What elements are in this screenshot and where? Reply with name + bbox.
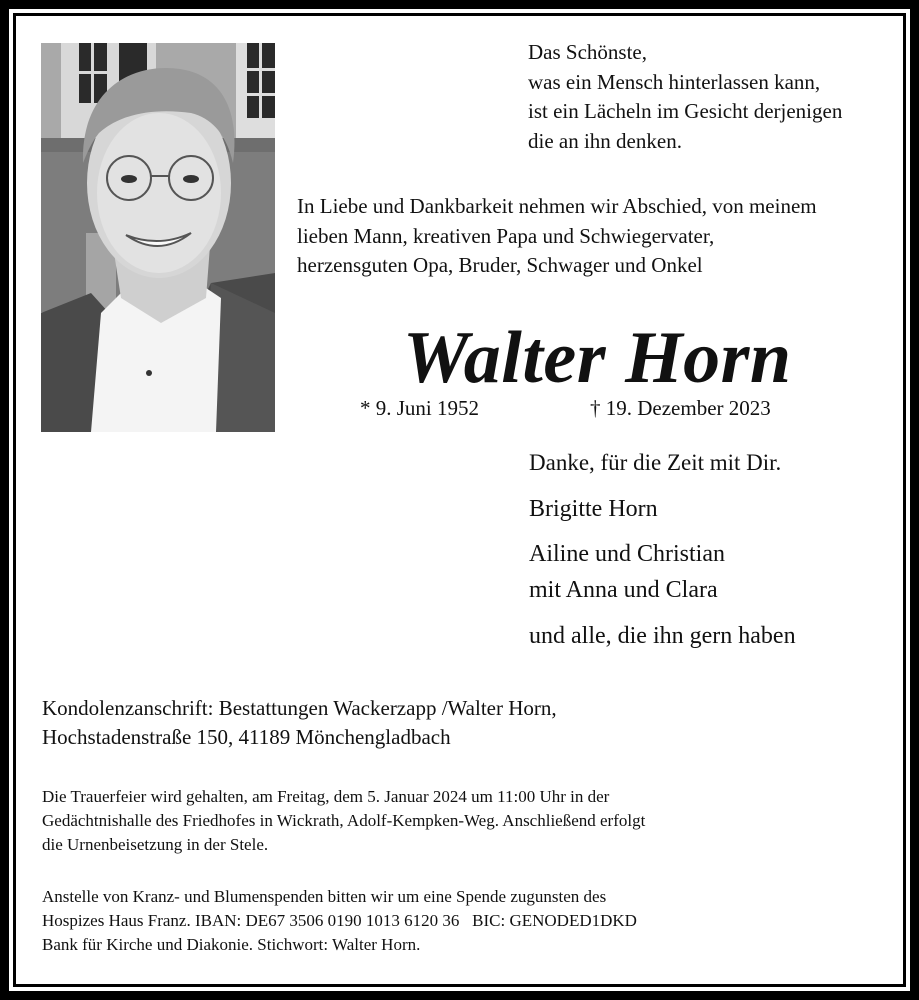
poem-line: ist ein Lächeln im Gesicht derjenigen	[528, 99, 843, 123]
intro-line: lieben Mann, kreativen Papa und Schwiegervater,	[297, 223, 715, 248]
portrait-icon	[41, 43, 275, 432]
children-line-2: mit Anna und Clara	[529, 577, 718, 603]
poem	[528, 38, 842, 156]
donation-line: Hospizes Haus Franz. IBAN: DE67 3506 0190 1013 6120 36 BIC: GENODED1DKD	[42, 911, 637, 930]
funeral-line: Die Trauerfeier wird gehalten, am Freitag, dem 5. Januar 2024 um 11:00 Uhr in der	[42, 787, 610, 806]
donation-line: Bank für Kirche und Diakonie. Stichwort: Walter Horn.	[42, 935, 421, 954]
portrait-photo	[41, 43, 275, 432]
all-relatives-line: und alle, die ihn gern haben	[529, 623, 796, 649]
funeral-line: die Urnenbeisetzung in der Stele.	[42, 835, 269, 854]
children-line-1: Ailine und Christian	[529, 541, 725, 567]
intro-line: herzensguten Opa, Bruder, Schwager und Onkel	[297, 253, 703, 277]
condolence-address	[42, 694, 557, 752]
wife-name: Brigitte Horn	[529, 496, 658, 522]
condolence-line: Hochstadenstraße 150, 41189 Mönchengladbach	[42, 725, 451, 749]
birth-date: * 9. Juni 1952	[360, 396, 480, 420]
thanks-line: Danke, für die Zeit mit Dir.	[529, 450, 782, 475]
poem-line: Das Schönste,	[528, 40, 647, 64]
intro-line: In Liebe und Dankbarkeit nehmen wir Abschied, von meinem	[297, 194, 817, 218]
intro-text	[297, 192, 817, 281]
funeral-line: Gedächtnishalle des Friedhofes in Wickrath, Adolf-Kempken-Weg. Anschließend erfolgt	[42, 811, 646, 830]
donation-info	[42, 885, 637, 957]
poem-line: was ein Mensch hinterlassen kann,	[528, 69, 821, 94]
funeral-info	[42, 785, 645, 857]
poem-line: die an ihn denken.	[528, 128, 682, 153]
condolence-line: Kondolenzanschrift: Bestattungen Wackerzapp /Walter Horn,	[42, 696, 557, 720]
donation-line: Anstelle von Kranz- und Blumenspenden bitten wir um eine Spende zugunsten des	[42, 887, 607, 906]
deceased-name: Walter Horn	[403, 317, 792, 399]
death-date: † 19. Dezember 2023	[590, 396, 771, 420]
